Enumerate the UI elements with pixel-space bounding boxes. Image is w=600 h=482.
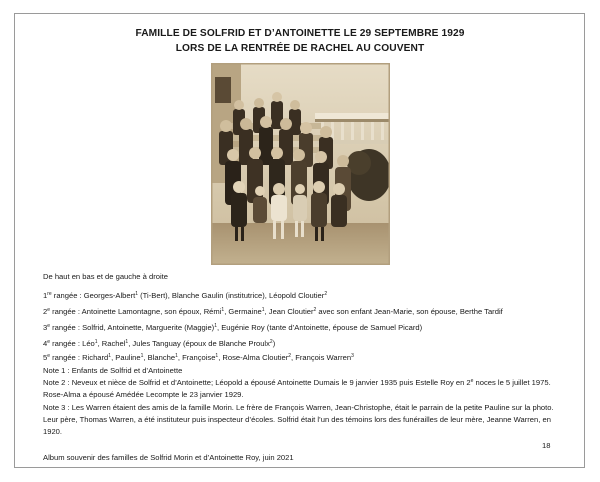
note-3: Note 3 : Les Warren étaient des amis de la famille Morin. Le frère de François Warren, Jean-Christophe, était le parrain de la petite Pauline sur la photo. Leur père, Thomas Warren, a été instituteur puis inspecteur d’écoles. Solfrid était l’un des témoins lors des funérailles de leur mère, Jeanne Warren, en 1920. — [43, 402, 554, 437]
intro-text: De haut en bas et de gauche à droite — [43, 272, 168, 281]
note-2: Note 2 : Neveux et nièce de Solfrid et d’Antoinette; Léopold a épousé Antoinette Dumais le 9 janvier 1935 puis Estelle Roy en 2e noces le 5 juillet 1975. Rose-Alma a épousé Amédée Lecompte le 23 janvier 1929. — [43, 378, 551, 400]
page-number: 18 — [542, 441, 551, 450]
family-photo-illustration — [211, 63, 390, 265]
family-photo — [211, 63, 390, 265]
row-4-caption: 4e rangée : Léo$^1$, Rachel$^1$, Jules Tanguay (époux de Blanche Proulx$^2$) — [43, 339, 276, 348]
row-1-caption: 1re rangée : Georges-Albert$^1$ (Ti-Bert), Blanche Gaulin (institutrice), Léopold Cloutier$^2$ — [43, 291, 328, 300]
footer-text: Album souvenir des familles de Solfrid Morin et d’Antoinette Roy, juin 2021 — [43, 453, 294, 462]
note-1: Note 1 : Enfants de Solfrid et d’Antoinette — [43, 366, 183, 375]
row-5-caption: 5e rangée : Richard$^1$, Pauline$^1$, Blanche$^1$, Françoise$^1$, Rose-Alma Cloutier$^2$, François Warren$^3$ — [43, 353, 354, 362]
page-title — [0, 26, 600, 56]
title-line-1: FAMILLE DE SOLFRID ET D’ANTOINETTE LE 29 SEPTEMBRE 1929 — [135, 28, 465, 39]
row-3-caption: 3e rangée : Solfrid, Antoinette, Marguerite (Maggie)$^1$, Eugénie Roy (tante d’Antoinette, épouse de Samuel Picard) — [43, 323, 423, 332]
notes — [43, 365, 568, 438]
row-2-caption: 2e rangée : Antoinette Lamontagne, son époux, Rémi$^1$, Germaine$^1$, Jean Cloutier$^2$ avec son enfant Jean-Marie, son épouse, Berthe Tardif — [43, 307, 503, 316]
title-line-2: LORS DE LA RENTRÉE DE RACHEL AU COUVENT — [175, 43, 425, 54]
